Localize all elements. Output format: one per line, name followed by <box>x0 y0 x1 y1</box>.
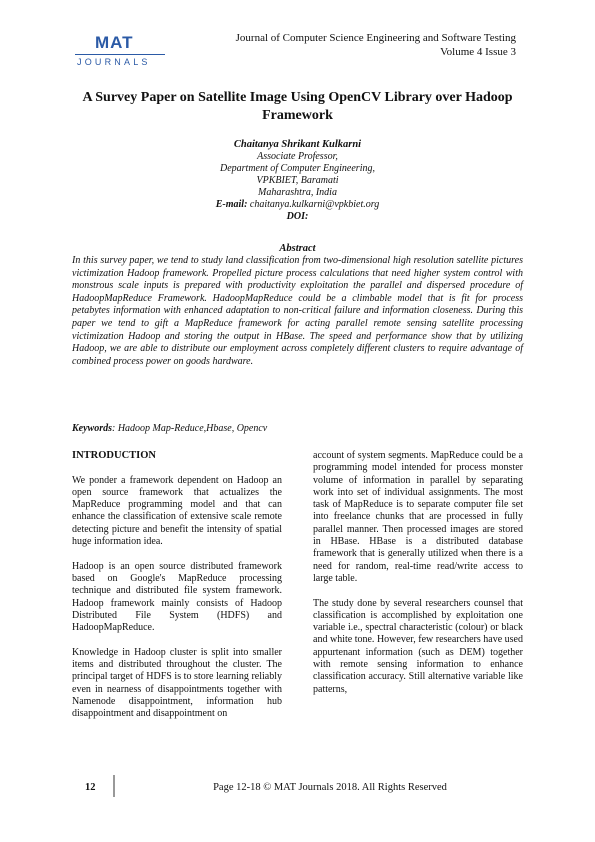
introduction-heading: INTRODUCTION <box>72 450 157 461</box>
keywords-text: : Hadoop Map-Reduce,Hbase, Opencv <box>112 423 268 434</box>
author-institute: VPKBIET, Baramati <box>256 175 339 186</box>
right-paragraph-2: The study done by several researchers counsel that classification is accomplished by exploitation one variable i.e., spectral characteristic (colour) or black and white tone. However, few researchers have used appurtenant information (such as DEM) together with remote sensing information to enhance classification accuracy. Still alternative variable like patterns, <box>313 597 523 695</box>
abstract-text: In this survey paper, we tend to study land classification from two-dimensional high resolution satellite pictures victimization Hadoop framework. Propelled picture process calculations that need higher system control with monstrous scale inputs is prepared with productivity exploitation the parallel and dispersed procedure of HadoopMapReduce Framework. HadoopMapReduce could be a climbable model that is fit for process petabytes information with enhanced adaptation to non-critical failure and information closeness. During this paper we tend to gift a MapReduce framework for acting parallel remote sensing satellite processing victimization Hadoop and storing the output in HBase. The speed and performance show that by utilizing Hadoop, we are able to distribute our employment across completely different clusters to require advantage of combined process power on goods hardware. <box>72 255 523 367</box>
doi-label: DOI: <box>286 211 309 222</box>
right-column <box>313 450 523 708</box>
page-number: 12 <box>85 782 96 793</box>
journal-volume: Volume 4 Issue 3 <box>440 46 516 58</box>
author-name: Chaitanya Shrikant Kulkarni <box>233 139 362 150</box>
abstract-heading: Abstract <box>279 243 316 254</box>
left-paragraph-1: We ponder a framework dependent on Hadoop an open source framework that actualizes the MapReduce programming model and that can enhance the classification of extensive scale remote detecting picture and benefit the intensity of spatial huge information idea. <box>72 474 282 548</box>
keywords-line <box>72 423 523 434</box>
author-department: Department of Computer Engineering, <box>220 163 375 174</box>
footer-divider <box>113 775 115 797</box>
footer-copyright: Page 12-18 © MAT Journals 2018. All Rights Reserved <box>213 782 447 793</box>
journal-name: Journal of Computer Science Engineering and Software Testing <box>235 32 516 44</box>
left-paragraph-3: Knowledge in Hadoop cluster is split into smaller items and distributed throughout the cluster. The principal target of HDFS is to store learning reliably even in nearness of disappointments together with Namenode disappointment, information hub disappointment and disappointment on <box>72 646 282 720</box>
left-paragraph-2: Hadoop is an open source distributed framework based on Google's MapReduce processing technique and distributed file system framework. Hadoop framework mainly consists of Hadoop Distributed File System (HDFS) and HadoopMapReduce. <box>72 560 282 634</box>
paper-title: A Survey Paper on Satellite Image Using OpenCV Library over Hadoop Framework <box>82 90 513 123</box>
author-block <box>100 139 495 223</box>
logo-mat-text: MAT <box>95 33 134 52</box>
logo-journals-text: JOURNALS <box>77 57 151 67</box>
author-position: Associate Professor, <box>257 151 338 162</box>
author-location: Maharashtra, India <box>258 187 337 198</box>
right-paragraph-1: account of system segments. MapReduce could be a programming model intended for process monster volume of information in parallel by separating work into set of individual assignments. The most task of MapReduce is to separate computer file set into freelance chunks that are processed in fully parallel manner. Then processed images are stored in HBase. HBase is a distributed database framework that is generally utilized when there is a need for random, real-time read/write access to large table. <box>313 450 523 584</box>
email-label: E-mail: <box>215 199 248 210</box>
keywords-label: Keywords <box>72 423 112 434</box>
author-email[interactable]: chaitanya.kulkarni@vpkbiet.org <box>249 199 380 210</box>
author-email-line <box>100 199 495 211</box>
logo-divider <box>75 54 165 55</box>
mat-journals-logo <box>75 33 165 71</box>
left-column <box>72 450 282 733</box>
